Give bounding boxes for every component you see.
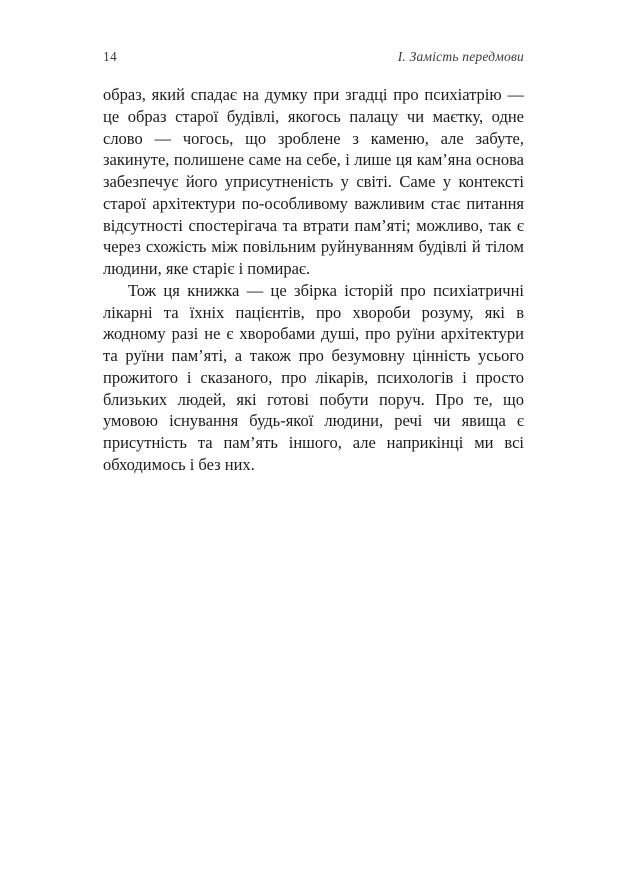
page-body	[103, 84, 524, 476]
page-header	[103, 49, 524, 65]
running-head: І. Замість передмови	[397, 49, 524, 64]
page-number: 14	[103, 49, 117, 64]
paragraph: Тож ця книжка — це збірка історій про психіатричні лікарні та їхніх пацієнтів, про хвороби розуму, які в жодному разі не є хворобами душі, про руїни архітектури та руїни пам’яті, а також про безумовну цінність усього прожитого і сказаного, про лікарів, психологів і просто близьких людей, які готові побути поруч. Про те, що умовою існування будь-якої людини, речі чи явища є присутність та пам’ять іншого, але наприкінці ми всі обходимось і без них.	[103, 280, 524, 475]
paragraph: образ, який спадає на думку при згадці про психіатрію — це образ старої будівлі, якогось палацу чи маєтку, одне слово — чогось, що зроблене з каменю, але забуте, закинуте, полишене саме на себе, і лише ця кам’яна основа забезпечує його уприсутненість у світі. Саме у контексті старої архітектури по-особливому важливим стає питання відсутності спостерігача та втрати пам’яті; можливо, так є через схожість між повільним руйнуванням будівлі й тілом людини, яке старіє і помирає.	[103, 85, 524, 279]
